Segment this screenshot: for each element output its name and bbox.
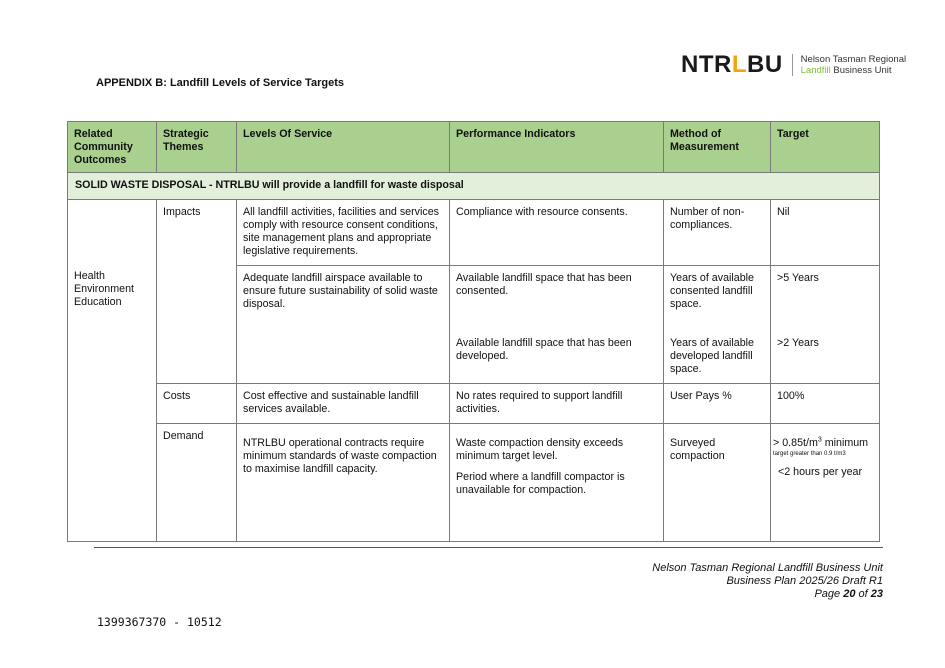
- header-method: Method of Measurement: [664, 122, 771, 173]
- target-costs: 100%: [771, 384, 880, 424]
- table-row: [68, 424, 880, 542]
- method-impacts: Number of non-compliances.: [664, 200, 771, 266]
- header-service: Levels Of Service: [237, 122, 450, 173]
- header-target: Target: [771, 122, 880, 173]
- target-airspace: >5 Years >2 Years: [771, 266, 880, 384]
- table-row: [68, 266, 880, 384]
- indicator-airspace: Available landfill space that has been consented. Available landfill space that has been developed.: [450, 266, 664, 384]
- header-themes: Strategic Themes: [157, 122, 237, 173]
- target-demand: > $0.85t/m^3$ minimum target greater than 0.9 t/m3 <2 hours per year: [771, 424, 880, 542]
- theme-impacts: Impacts: [157, 200, 237, 266]
- logo-mark: NTRLBU: [681, 51, 783, 78]
- indicator-demand: Waste compaction density exceeds minimum target level. Period where a landfill compactor is unavailable for compaction.: [450, 424, 664, 542]
- theme-demand: Demand: [157, 424, 237, 542]
- logo-divider: [792, 54, 793, 76]
- theme-costs: Costs: [157, 384, 237, 424]
- service-costs: Cost effective and sustainable landfill services available.: [237, 384, 450, 424]
- ntrlbu-logo: [681, 52, 906, 78]
- header-indicators: Performance Indicators: [450, 122, 664, 173]
- levels-of-service-table: [67, 121, 880, 542]
- method-airspace: Years of available consented landfill space. Years of available developed landfill space.: [664, 266, 771, 384]
- method-demand: Surveyed compaction: [664, 424, 771, 542]
- outcomes-cell: Health Environment Education: [68, 200, 157, 542]
- page-title: APPENDIX B: Landfill Levels of Service Targets: [96, 77, 344, 89]
- method-costs: User Pays %: [664, 384, 771, 424]
- table-row: [68, 384, 880, 424]
- table-header-row: [68, 122, 880, 173]
- page-number: Page 20 of 23: [814, 588, 883, 600]
- service-demand: NTRLBU operational contracts require minimum standards of waste compaction to maximise landfill capacity.: [237, 424, 450, 542]
- service-airspace: Adequate landfill airspace available to ensure future sustainability of solid waste disposal.: [237, 266, 450, 384]
- indicator-impacts: Compliance with resource consents.: [450, 200, 664, 266]
- footer-rule: [94, 547, 883, 548]
- header-outcomes: Related Community Outcomes: [68, 122, 157, 173]
- service-impacts: All landfill activities, facilities and services comply with resource consent conditions, site management plans and appropriate legislative requirements.: [237, 200, 450, 266]
- logo-text: Nelson Tasman Regional Landfill Business Unit: [800, 54, 907, 76]
- theme-impacts-continued: [157, 266, 237, 384]
- indicator-costs: No rates required to support landfill activities.: [450, 384, 664, 424]
- document-id: 1399367370 - 10512: [97, 615, 222, 629]
- section-band: SOLID WASTE DISPOSAL - NTRLBU will provide a landfill for waste disposal: [68, 173, 880, 200]
- table-row: [68, 200, 880, 266]
- footer: Nelson Tasman Regional Landfill Business Unit Business Plan 2025/26 Draft R1 Page 20 of 23: [652, 562, 883, 600]
- target-impacts: Nil: [771, 200, 880, 266]
